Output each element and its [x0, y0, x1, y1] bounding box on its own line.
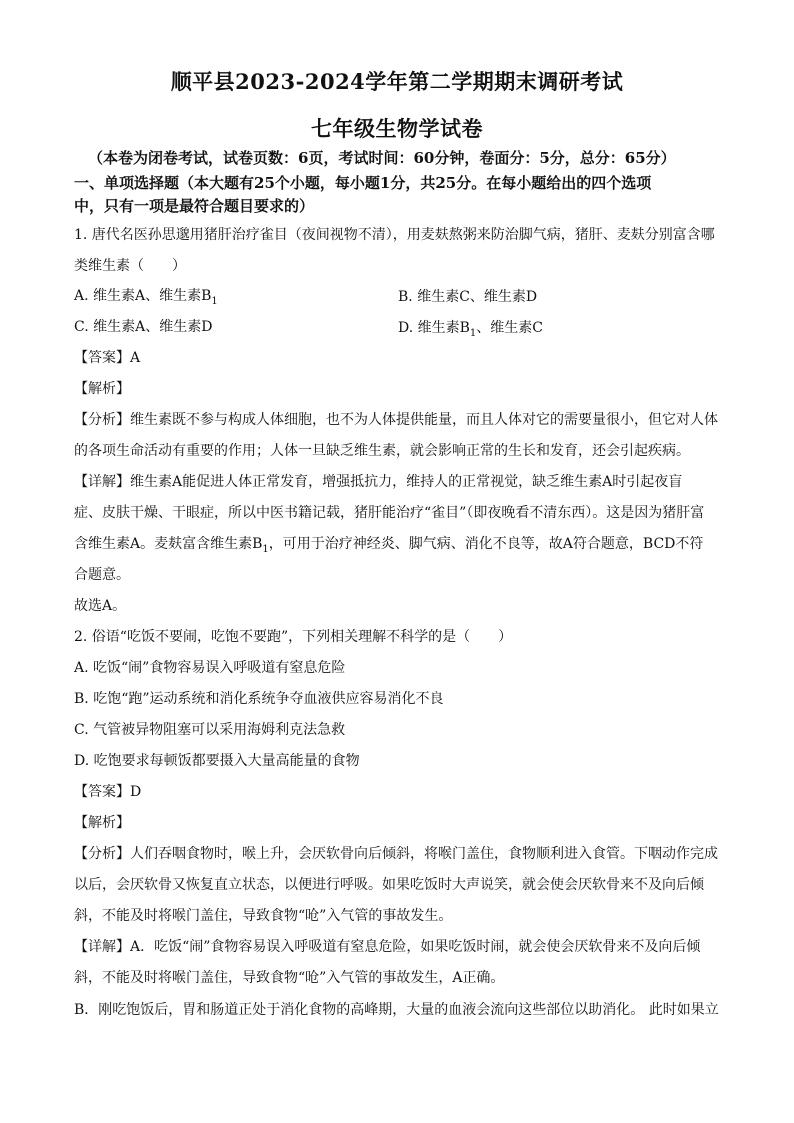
q1-detail-line1: 【详解】维生素A能促进人体正常发育，增强抵抗力，维持人的正常视觉，缺乏维生素A时引起夜盲: [74, 474, 683, 490]
q2-fenxi-line3: 斜，不能及时将喉门盖住，导致食物“呛”入气管的事故发生。: [74, 908, 453, 924]
q2-option-b: B. 吃饱“跑”运动系统和消化系统争夺血液供应容易消化不良: [74, 691, 444, 707]
q1-detail-line3-post: ，可用于治疗神经炎、脚气病、消化不良等，故A符合题意，BCD不符: [268, 536, 704, 552]
exam-note: （本卷为闭卷考试，试卷页数：6页，考试时间：60分钟，卷面分：5分，总分：65分）: [88, 149, 676, 167]
q1-option-a: [74, 286, 218, 312]
q2-option-d: D. 吃饱要求每顿饭都要摄入大量高能量的食物: [74, 753, 360, 769]
q1-option-c: C. 维生素A、维生素D: [74, 319, 213, 335]
page-title: 顺平县2023-2024学年第二学期期末调研考试: [170, 69, 624, 94]
q2-analysis-label: 【解析】: [74, 815, 130, 831]
q1-stem-line1: 1. 唐代名医孙思邈用猪肝治疗雀目（夜间视物不清），用麦麸熬粥来防治脚气病，猪肝、麦麸分别富含哪: [74, 227, 715, 243]
q1-option-d: [398, 317, 543, 339]
section-heading-line1: 一、单项选择题（本大题有25个小题，每小题1分，共25分。在每小题给出的四个选项: [74, 174, 652, 192]
q1-fenxi-line2: 的各项生命活动有重要的作用；人体一旦缺乏维生素，就会影响正常的生长和发育，还会引起疾病。: [74, 443, 690, 459]
q1-fenxi-line1: 【分析】维生素既不参与构成人体细胞，也不为人体提供能量，而且人体对它的需要量很小，但它对人体: [74, 412, 718, 428]
section-heading-line2: 中，只有一项是最符合题目要求的）: [74, 197, 315, 215]
q1-detail-line3: [74, 534, 703, 560]
q2-detail-line3: B．刚吃饱饭后，胃和肠道正处于消化食物的高峰期，大量的血液会流向这些部位以助消化。 此时如果立: [74, 1002, 719, 1018]
q1-option-a-text: A. 维生素A、维生素B: [74, 288, 212, 304]
q2-detail-line2: 斜，不能及时将喉门盖住，导致食物“呛”入气管的事故发生，A正确。: [74, 970, 505, 986]
q1-detail-line3-sub: 1: [262, 543, 269, 555]
q1-detail-line4: 合题意。: [74, 567, 130, 583]
q2-fenxi-line2: 以后，会厌软骨又恢复直立状态，以便进行呼吸。如果吃饭时大声说笑，就会使会厌软骨来不及向后倾: [74, 877, 704, 893]
q1-stem-line2: 类维生素（ ）: [74, 258, 186, 274]
q1-detail-line3-pre: 含维生素A。麦麸富含维生素B: [74, 536, 263, 552]
q1-option-d-pre: D. 维生素B: [398, 320, 470, 336]
q1-option-d-post: 、维生素C: [476, 320, 544, 336]
q1-option-a-sub: 1: [211, 295, 218, 307]
q1-detail-line2: 症、皮肤干燥、干眼症，所以中医书籍记载，猪肝能治疗“雀目”（即夜晚看不清东西）。这是因为猪肝富: [74, 505, 705, 521]
q2-detail-line1: 【详解】A．吃饭“闹”食物容易误入呼吸道有窒息危险，如果吃饭时闹，就会使会厌软骨来不及向后倾: [74, 939, 701, 955]
q2-stem: 2. 俗语“吃饭不要闹，吃饱不要跑”，下列相关理解不科学的是（ ）: [74, 629, 513, 645]
q1-option-b: B. 维生素C、维生素D: [398, 289, 538, 305]
q2-fenxi-line1: 【分析】人们吞咽食物时，喉上升，会厌软骨向后倾斜，将喉门盖住，食物顺利进入食管。下咽动作完成: [74, 846, 718, 862]
q2-answer: 【答案】D: [74, 784, 142, 800]
q2-option-c: C. 气管被异物阻塞可以采用海姆利克法急救: [74, 722, 346, 738]
q1-analysis-label: 【解析】: [74, 381, 130, 397]
q1-option-d-sub: 1: [469, 327, 477, 339]
q1-conclusion: 故选A。: [74, 598, 127, 614]
q2-option-a: A. 吃饭“闹”食物容易误入呼吸道有窒息危险: [74, 660, 346, 676]
page-subtitle: 七年级生物学试卷: [311, 116, 483, 141]
q1-answer: 【答案】A: [74, 350, 141, 366]
